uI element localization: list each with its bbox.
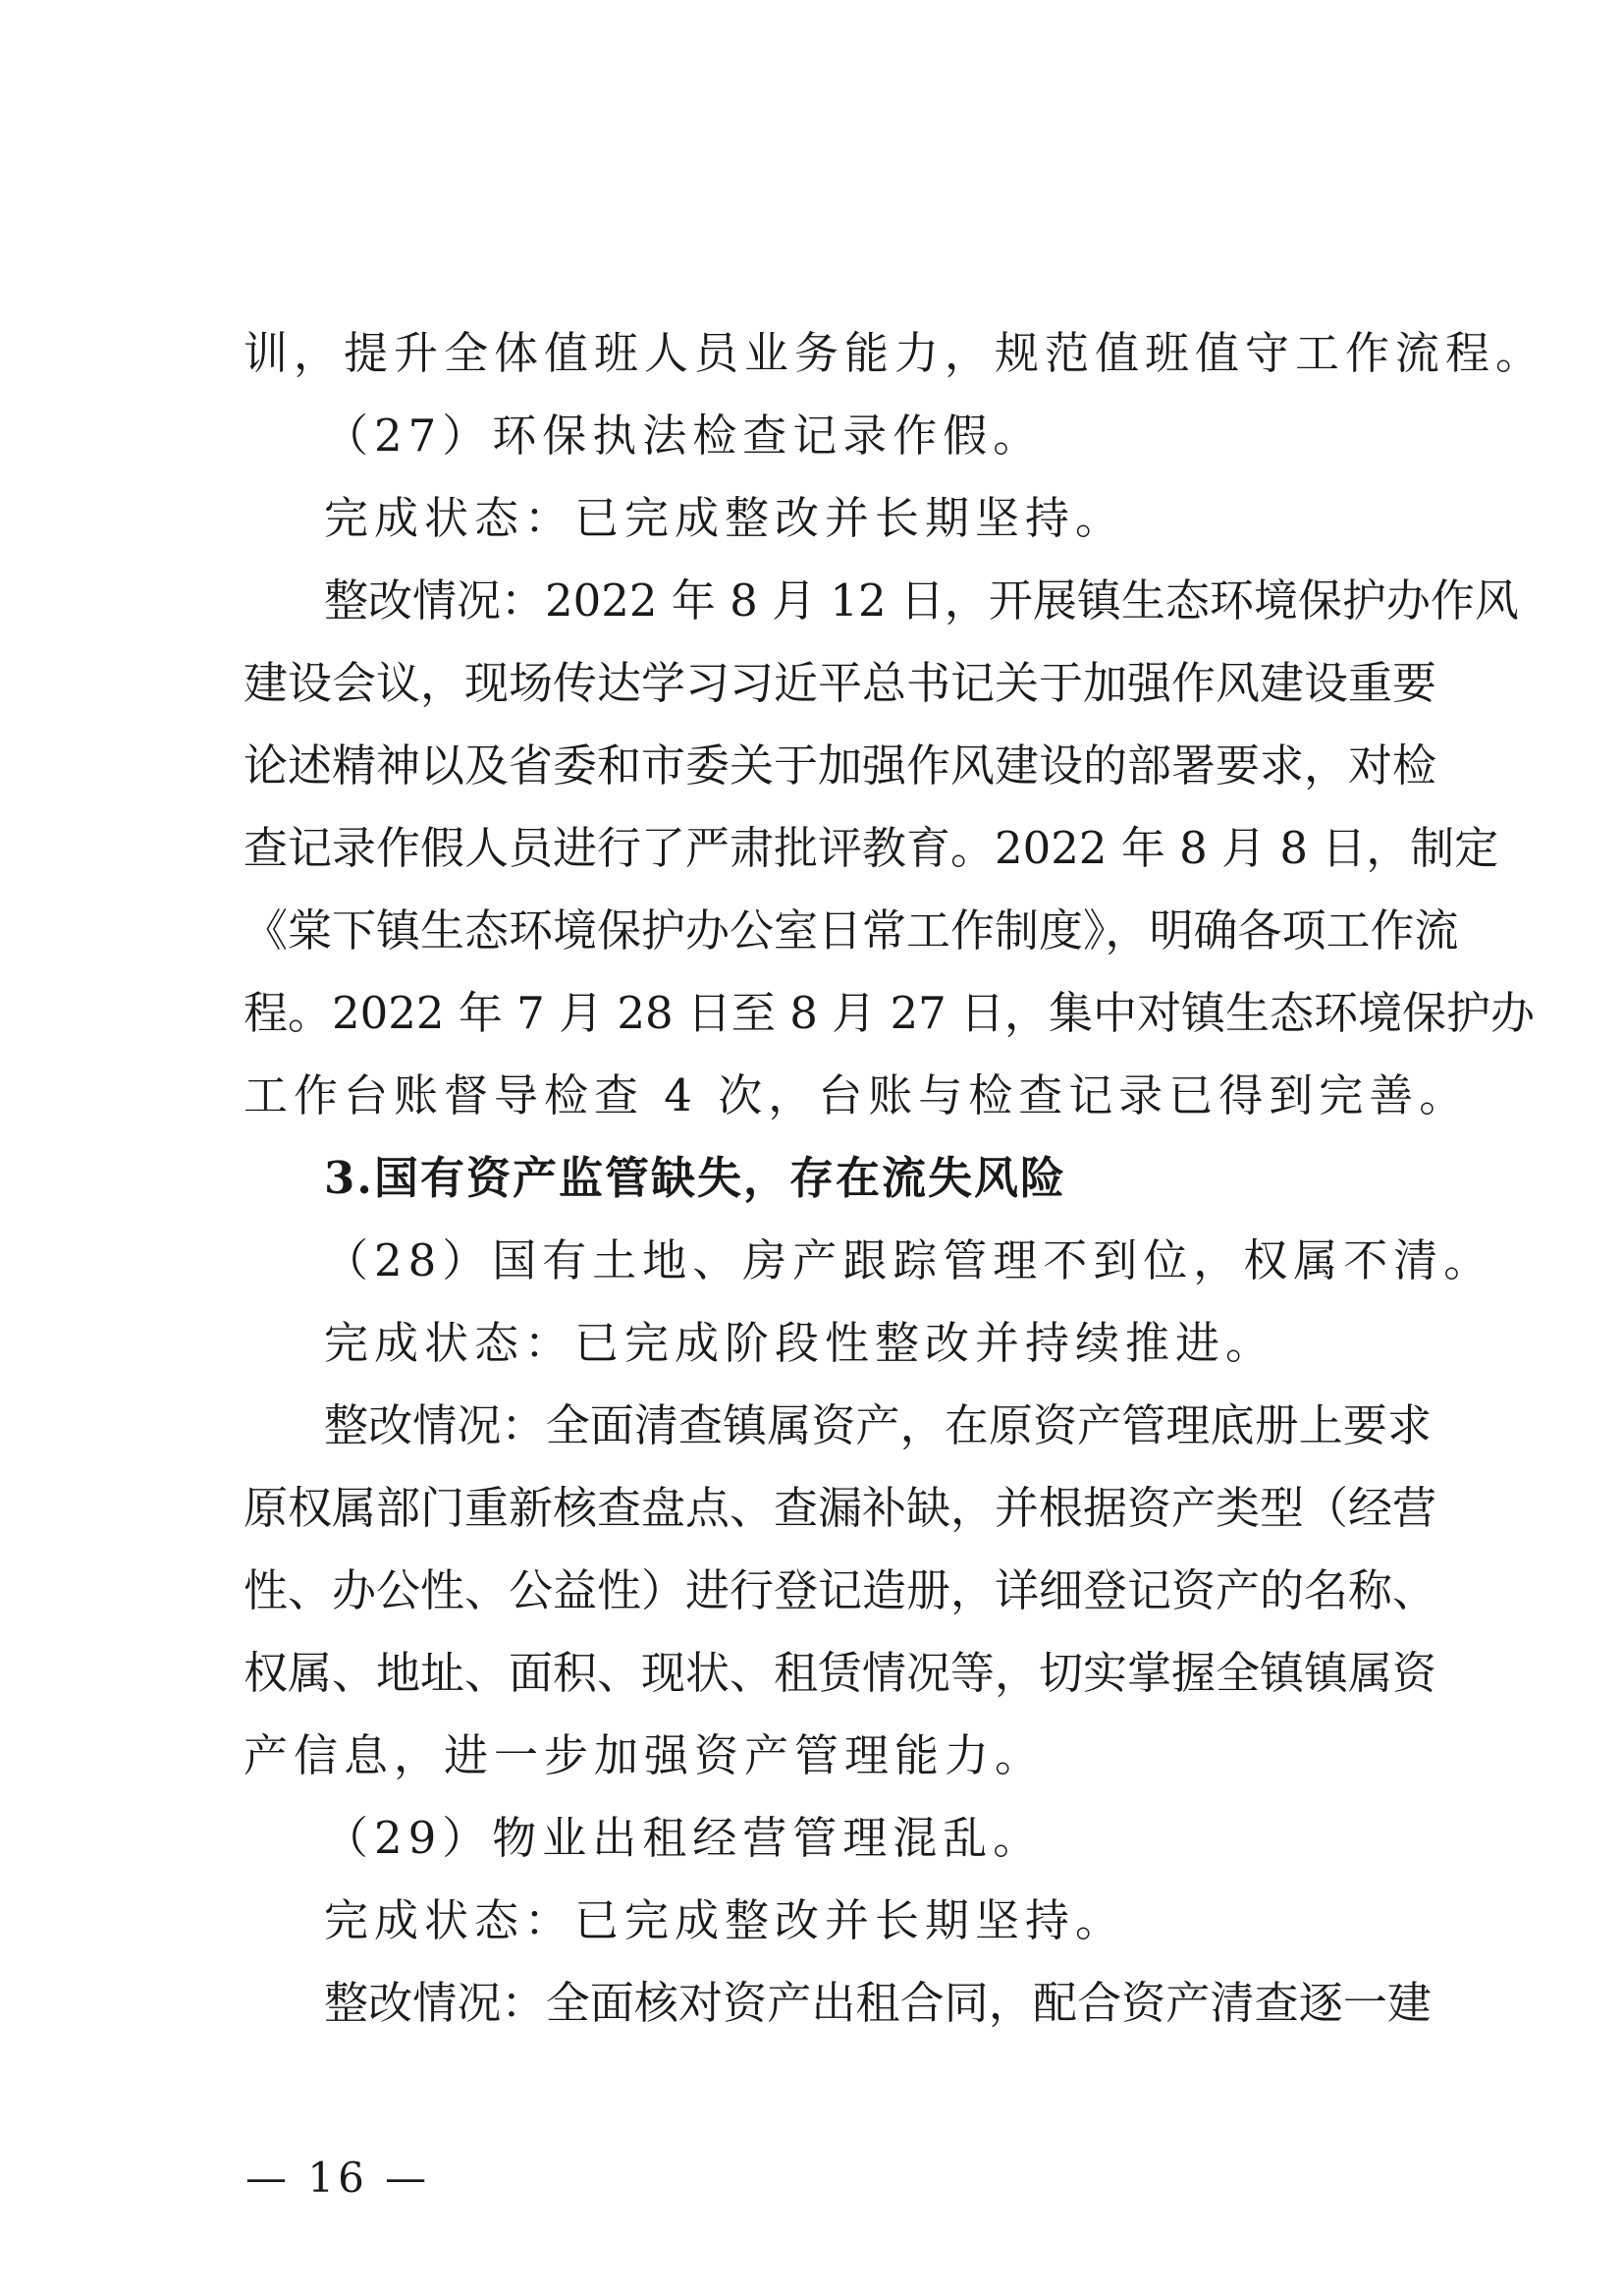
item-27-details-line-3: 论述精神以及省委和市委关于加强作风建设的部署要求，对检 xyxy=(243,739,1437,792)
item-27-details-line-5: 《棠下镇生态环境保护办公室日常工作制度》，明确各项工作流 xyxy=(243,904,1459,957)
section-3-heading: 3.国有资产监管缺失，存在流失风险 xyxy=(324,1152,1066,1204)
item-27-details-line-1: 整改情况：2022 年 8 月 12 日，开展镇生态环境保护办作风 xyxy=(324,574,1519,627)
document-body xyxy=(243,312,1546,2045)
item-27-status: 完成状态：已完成整改并长期坚持。 xyxy=(324,492,1126,544)
item-28-details-line-2: 原权属部门重新核查盘点、查漏补缺，并根据资产类型（经营 xyxy=(243,1482,1437,1534)
item-28-status: 完成状态：已完成阶段性整改并持续推进。 xyxy=(324,1317,1276,1369)
item-28-details-line-4: 权属、地址、面积、现状、租赁情况等，切实掌握全镇镇属资 xyxy=(243,1647,1437,1699)
item-28-details-line-1: 整改情况：全面清查镇属资产，在原资产管理底册上要求 xyxy=(324,1399,1432,1451)
item-27-details-line-7: 工作台账督导检查 4 次，台账与检查记录已得到完善。 xyxy=(243,1069,1470,1121)
item-27-details-line-2: 建设会议，现场传达学习习近平总书记关于加强作风建设重要 xyxy=(243,657,1437,709)
item-27-details-line-4: 查记录作假人员进行了严肃批评教育。2022 年 8 月 8 日，制定 xyxy=(243,822,1499,874)
item-27-heading: （27）环保执法检查记录作假。 xyxy=(324,410,1044,462)
paragraph-line-continuation: 训，提升全体值班人员业务能力，规范值班值守工作流程。 xyxy=(243,327,1546,379)
item-29-status: 完成状态：已完成整改并长期坚持。 xyxy=(324,1894,1126,1946)
item-29-details-line-1: 整改情况：全面核对资产出租合同，配合资产清查逐一建 xyxy=(324,1977,1432,2029)
item-28-details-line-3: 性、办公性、公益性）进行登记造册，详细登记资产的名称、 xyxy=(243,1564,1437,1616)
item-28-details-line-5: 产信息，进一步加强资产管理能力。 xyxy=(243,1729,1046,1781)
page-number: — 16 — xyxy=(245,2154,431,2202)
item-29-heading: （29）物业出租经营管理混乱。 xyxy=(324,1812,1044,1864)
item-28-heading: （28）国有土地、房产跟踪管理不到位，权属不清。 xyxy=(324,1234,1494,1286)
item-27-details-line-6: 程。2022 年 7 月 28 日至 8 月 27 日，集中对镇生态环境保护办 xyxy=(243,987,1536,1039)
